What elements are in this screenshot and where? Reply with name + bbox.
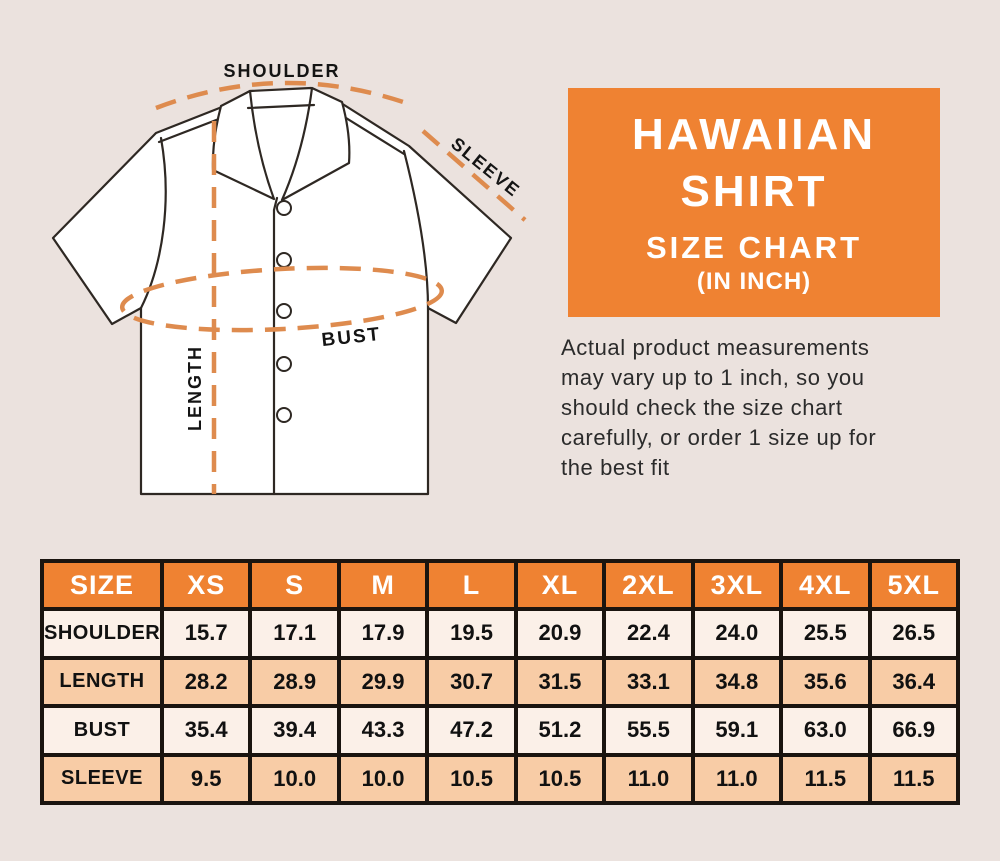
row-label: SHOULDER: [42, 609, 162, 658]
button-icon: [277, 408, 291, 422]
measurement-cell: 31.5: [516, 658, 604, 707]
measurement-cell: 11.0: [604, 755, 692, 804]
measurement-cell: 55.5: [604, 706, 692, 755]
button-icon: [277, 253, 291, 267]
table-row: [42, 755, 958, 804]
sleeve-label: SLEEVE: [447, 133, 525, 202]
size-table: [40, 559, 960, 805]
measurement-cell: 59.1: [693, 706, 781, 755]
button-icon: [277, 304, 291, 318]
measurement-cell: 34.8: [693, 658, 781, 707]
row-label: BUST: [42, 706, 162, 755]
size-column-header: XL: [516, 561, 604, 609]
measurement-cell: 11.5: [781, 755, 869, 804]
measurement-cell: 9.5: [162, 755, 250, 804]
size-corner-header: SIZE: [42, 561, 162, 609]
size-column-header: 3XL: [693, 561, 781, 609]
title-line-unit: (IN INCH): [696, 268, 812, 295]
title-line-shirt: SHIRT: [680, 167, 828, 216]
measurement-cell: 35.6: [781, 658, 869, 707]
row-label: LENGTH: [42, 658, 162, 707]
measurement-cell: 47.2: [427, 706, 515, 755]
measurement-cell: 63.0: [781, 706, 869, 755]
measurement-cell: 28.9: [250, 658, 338, 707]
measurement-cell: 39.4: [250, 706, 338, 755]
measurement-cell: 17.9: [339, 609, 427, 658]
measurement-cell: 19.5: [427, 609, 515, 658]
measurement-cell: 30.7: [427, 658, 515, 707]
header-row: [42, 561, 958, 609]
measurement-cell: 22.4: [604, 609, 692, 658]
button-icon: [277, 201, 291, 215]
measurement-cell: 35.4: [162, 706, 250, 755]
measurement-cell: 33.1: [604, 658, 692, 707]
size-column-header: XS: [162, 561, 250, 609]
measurement-cell: 17.1: [250, 609, 338, 658]
size-column-header: 4XL: [781, 561, 869, 609]
size-column-header: 5XL: [870, 561, 959, 609]
measurement-cell: 26.5: [870, 609, 959, 658]
measurement-cell: 11.5: [870, 755, 959, 804]
table-row: [42, 706, 958, 755]
button-icon: [277, 357, 291, 371]
measurement-cell: 10.0: [339, 755, 427, 804]
title-card: [568, 88, 940, 317]
measurement-cell: 10.0: [250, 755, 338, 804]
measurement-cell: 51.2: [516, 706, 604, 755]
size-column-header: S: [250, 561, 338, 609]
shoulder-label: SHOULDER: [223, 61, 341, 81]
row-label: SLEEVE: [42, 755, 162, 804]
measurement-cell: 28.2: [162, 658, 250, 707]
table-row: [42, 658, 958, 707]
measurement-cell: 36.4: [870, 658, 959, 707]
title-line-hawaiian: HAWAIIAN: [632, 110, 876, 159]
measurement-cell: 66.9: [870, 706, 959, 755]
note-line: may vary up to 1 inch, so you: [561, 365, 865, 390]
measurement-cell: 10.5: [516, 755, 604, 804]
table-row: [42, 609, 958, 658]
shirt-diagram: [0, 0, 560, 560]
measurement-cell: 25.5: [781, 609, 869, 658]
size-column-header: 2XL: [604, 561, 692, 609]
size-column-header: M: [339, 561, 427, 609]
note-line: should check the size chart: [561, 395, 843, 420]
measurement-cell: 20.9: [516, 609, 604, 658]
note-text: [561, 333, 971, 483]
bust-label: BUST: [320, 323, 383, 352]
note-line: carefully, or order 1 size up for: [561, 425, 877, 450]
measurement-cell: 24.0: [693, 609, 781, 658]
size-column-header: L: [427, 561, 515, 609]
note-line: Actual product measurements: [561, 335, 870, 360]
measurement-cell: 43.3: [339, 706, 427, 755]
measurement-cell: 15.7: [162, 609, 250, 658]
measurement-cell: 29.9: [339, 658, 427, 707]
title-line-size-chart: SIZE CHART: [646, 230, 862, 265]
length-label: LENGTH: [185, 345, 205, 431]
measurement-cell: 11.0: [693, 755, 781, 804]
note-line: the best fit: [561, 455, 670, 480]
measurement-cell: 10.5: [427, 755, 515, 804]
